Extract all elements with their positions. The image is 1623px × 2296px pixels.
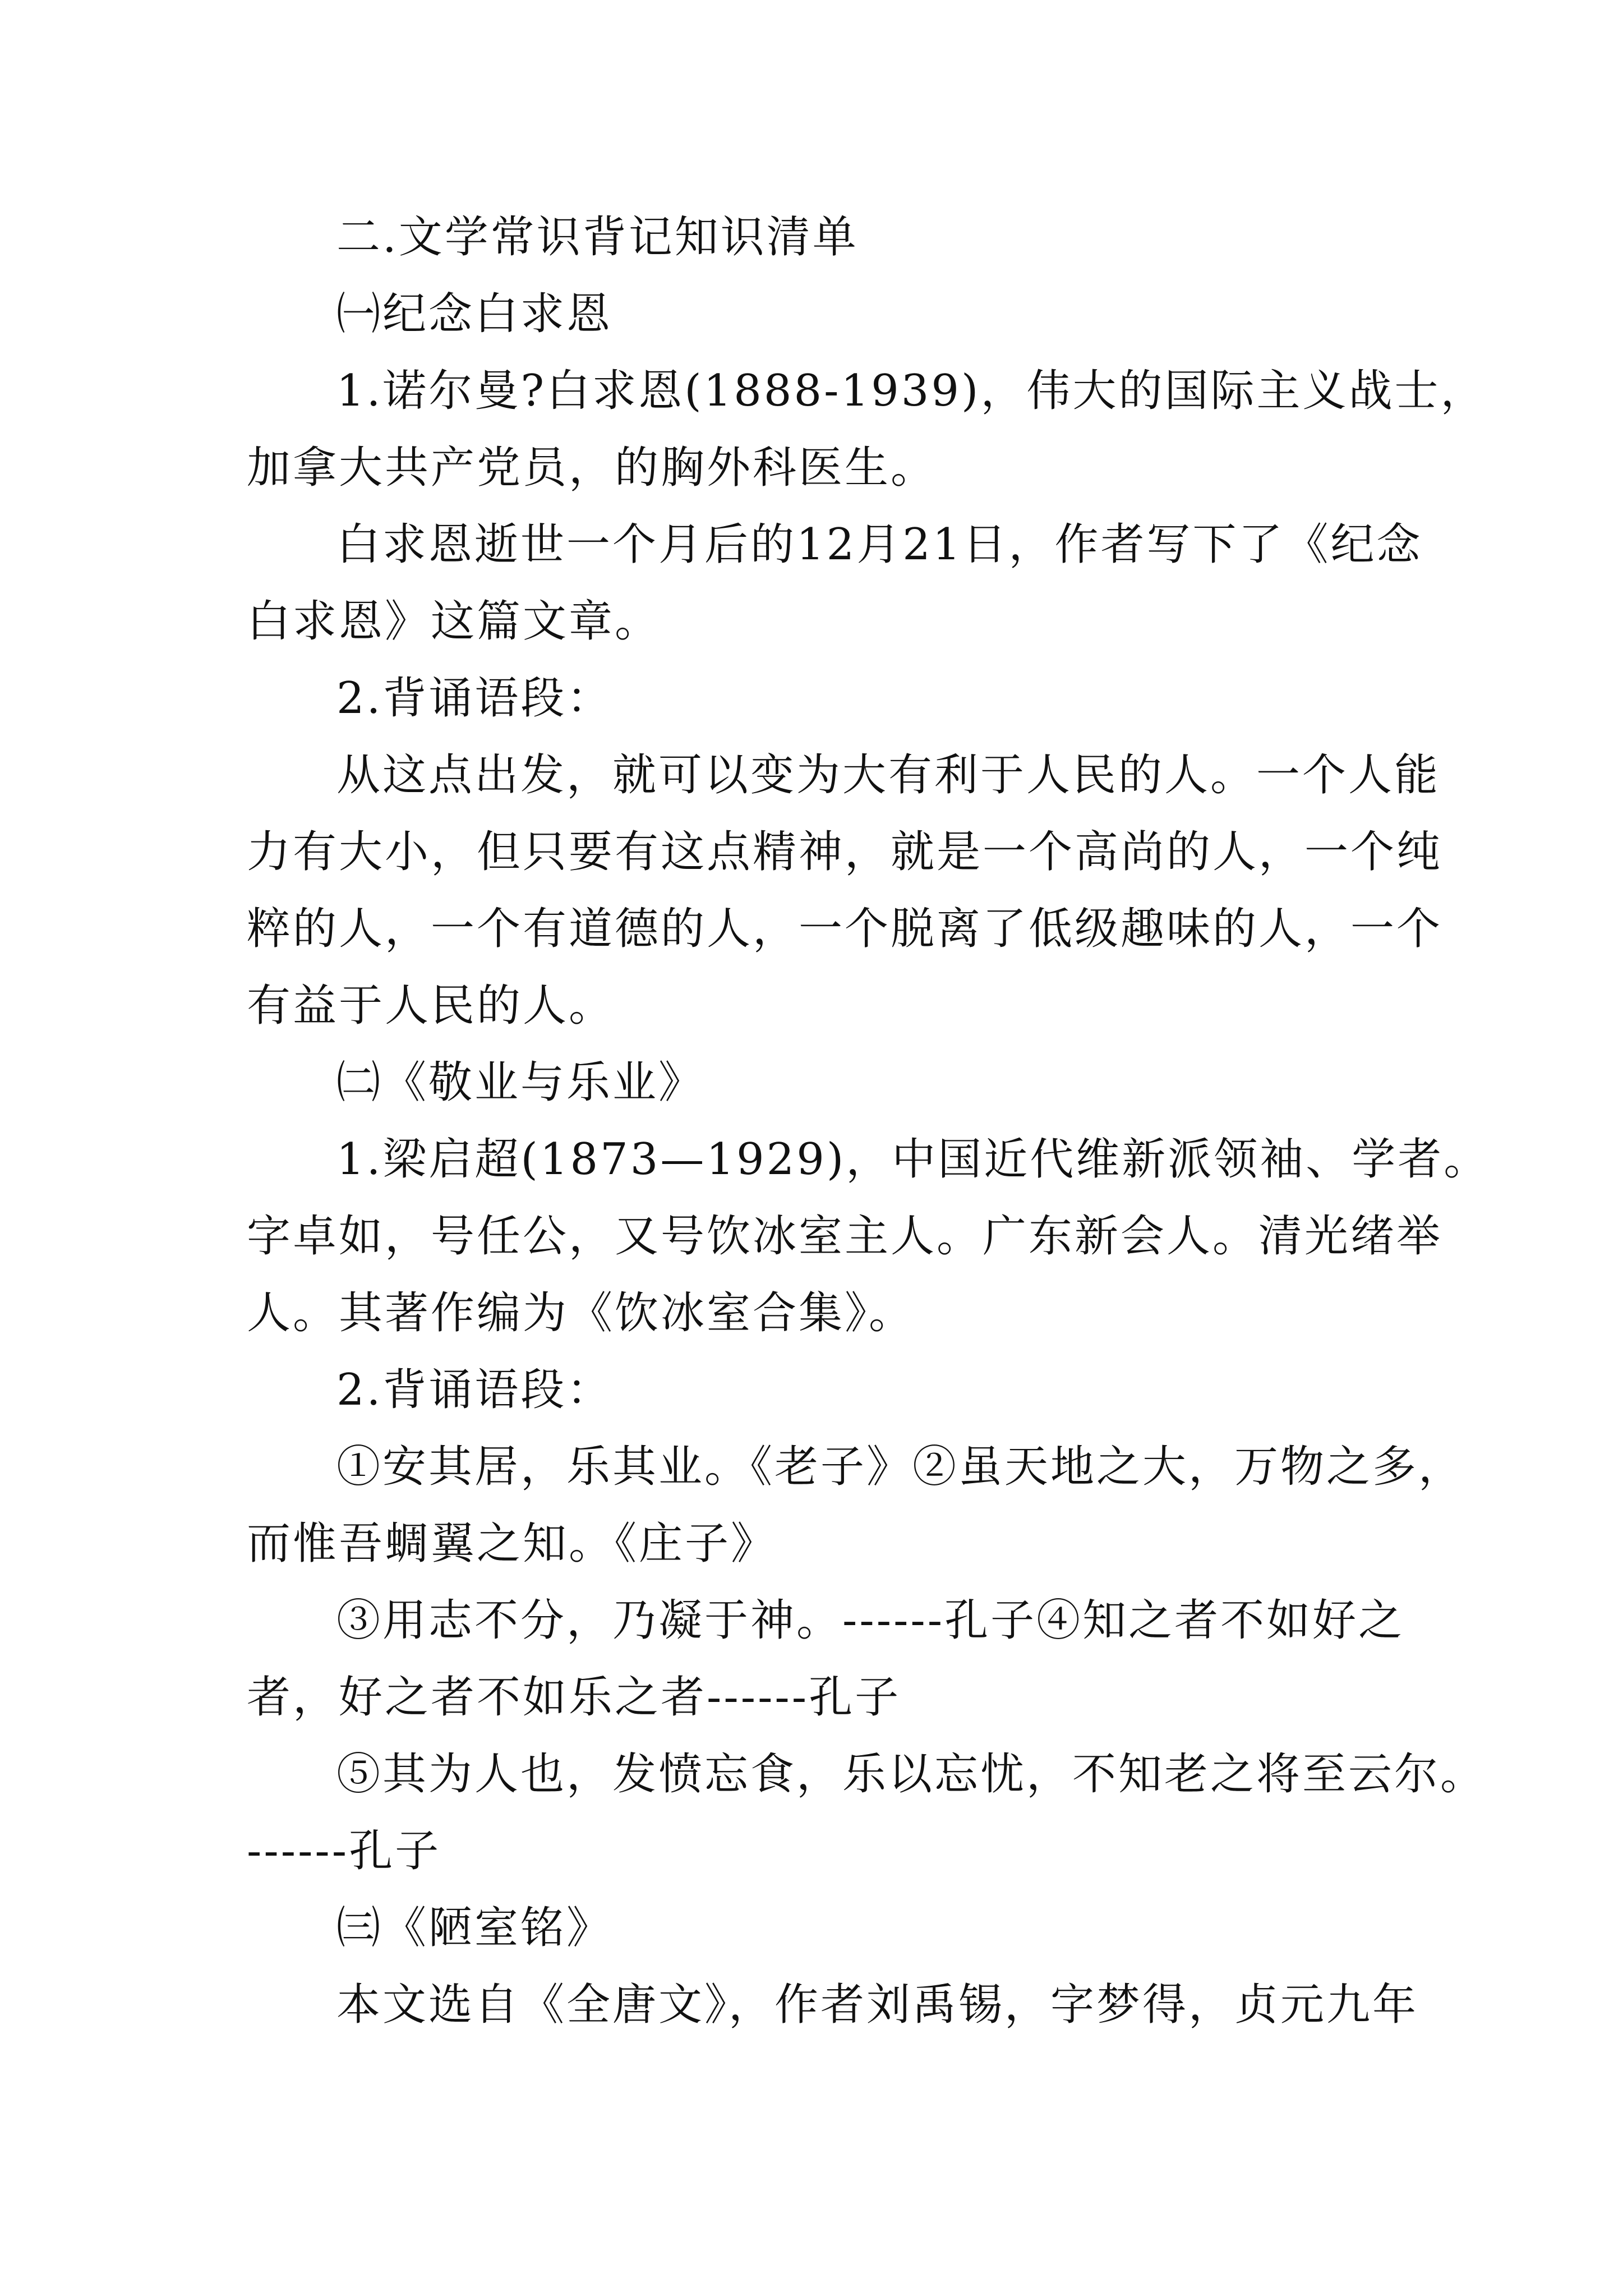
subsection-heading: ㈠纪念白求恩 xyxy=(336,289,613,339)
paragraph-line: 字卓如，号任公，又号饮冰室主人。广东新会人。清光绪举 xyxy=(247,1211,1443,1262)
document-body xyxy=(247,199,1490,2044)
section-heading: 二.文学常识背记知识清单 xyxy=(336,212,859,263)
paragraph-line: 1.诺尔曼?白求恩(1888-1939)，伟大的国际主义战士， xyxy=(336,366,1487,416)
paragraph-line: 2.背诵语段： xyxy=(336,1365,613,1415)
paragraph-line: ------孔子 xyxy=(247,1826,441,1876)
subsection-heading: ㈢《陋室铭》 xyxy=(336,1903,613,1953)
paragraph-line: 加拿大共产党员，的胸外科医生。 xyxy=(247,443,937,493)
paragraph-line: 力有大小，但只要有这点精神，就是一个高尚的人，一个纯 xyxy=(247,827,1443,877)
paragraph-line: 1.梁启超(1873—1929)，中国近代维新派领袖、学者。 xyxy=(336,1134,1490,1185)
paragraph-line: 本文选自《全唐文》，作者刘禹锡，字梦得，贞元九年 xyxy=(336,1980,1419,2030)
paragraph-line: ①安其居，乐其业。《老子》②虽天地之大，万物之多， xyxy=(336,1442,1465,1492)
paragraph-line: 2.背诵语段： xyxy=(336,673,613,724)
paragraph-line: 从这点出发，就可以变为大有利于人民的人。一个人能 xyxy=(336,750,1441,800)
paragraph-line: 人。其著作编为《饮冰室合集》。 xyxy=(247,1288,915,1338)
paragraph-line: 有益于人民的人。 xyxy=(247,981,615,1031)
paragraph-line: 者，好之者不如乐之者------孔子 xyxy=(247,1672,901,1723)
paragraph-line: ③用志不分，乃凝于神。------孔子④知之者不如好之 xyxy=(336,1595,1405,1646)
paragraph-line: 白求恩》这篇文章。 xyxy=(247,596,661,647)
paragraph-line: ⑤其为人也，发愤忘食，乐以忘忧，不知老之将至云尔。 xyxy=(336,1749,1487,1800)
paragraph-line: 而惟吾蜩翼之知。《庄子》 xyxy=(247,1519,777,1569)
paragraph-line: 粹的人，一个有道德的人，一个脱离了低级趣味的人，一个 xyxy=(247,904,1443,954)
paragraph-line: 白求恩逝世一个月后的12月21日，作者写下了《纪念 xyxy=(336,519,1423,570)
subsection-heading: ㈡《敬业与乐业》 xyxy=(336,1057,705,1108)
